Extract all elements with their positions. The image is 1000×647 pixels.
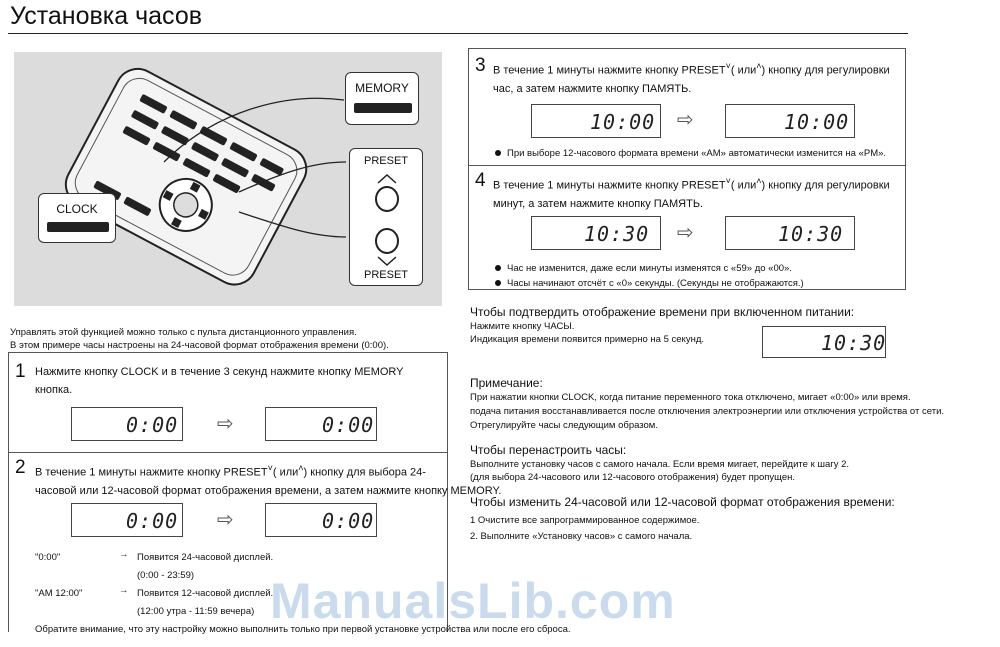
memory-button-callout: [345, 72, 419, 125]
arrow-right-icon: →: [119, 549, 129, 560]
confirm-display: [762, 326, 886, 358]
step-3-display-after: [725, 104, 855, 138]
step-3-text-part-2: ( или: [730, 64, 757, 77]
option-key: "AM 12:00": [35, 588, 83, 599]
preset-up-icon: ˄: [756, 61, 762, 71]
step-2-display-after: [265, 503, 377, 537]
change-line-1: 1 Очистите все запрограммированное содержимое.: [470, 515, 700, 526]
preset-up-icon: ˄: [298, 463, 304, 473]
step-4-text: [493, 172, 903, 213]
clock-label: CLOCK: [56, 202, 98, 216]
step-1-line-2: кнопка.: [35, 384, 73, 396]
step-4-display-after: [725, 216, 855, 250]
remark-text: [470, 391, 944, 433]
bullet-icon: [495, 265, 501, 271]
step-1-display-before: [71, 407, 183, 441]
remark-line-1: При нажатии кнопки CLOCK, когда питание переменного тока отключено, мигает «0:00» или время.: [470, 392, 911, 403]
confirm-line-1: Нажмите кнопку ЧАСЫ.: [470, 321, 575, 332]
confirm-line-2: Индикация времени появится примерно на 5 секунд.: [470, 334, 704, 345]
step-2-text: [35, 459, 505, 500]
change-heading: Чтобы изменить 24-часовой или 12-часовой формат отображения времени:: [470, 495, 895, 509]
preset-down-icon: ˅: [725, 61, 731, 71]
page-title: Установка часов: [10, 2, 203, 30]
step-1-display-after: [265, 407, 377, 441]
clock-button-callout: [38, 193, 116, 243]
step-3-number: 3: [475, 55, 486, 76]
bullet-icon: [495, 280, 501, 286]
reset-text: [470, 458, 849, 484]
step-4-display-before-value: 10:30: [584, 222, 650, 246]
reset-heading: Чтобы перенастроить часы:: [470, 443, 627, 457]
step-3-bullet: [495, 147, 886, 160]
step-4-text-part-3: ) кнопку для регулировки: [761, 179, 890, 192]
arrow-right-icon: ⇨: [217, 509, 234, 531]
step-1-line-1: Нажмите кнопку CLOCK и в течение 3 секунд нажмите кнопку MEMORY: [35, 366, 404, 378]
intro-line-2: В этом примере часы настроены на 24-часовой формат отображения времени (0:00).: [10, 340, 389, 351]
remark-line-2: подача питания восстанавливается после отключения электроэнергии или отключения устройства от сети.: [470, 406, 945, 417]
step-2-line-1: [35, 459, 505, 482]
step-4-number: 4: [475, 170, 486, 191]
remote-illustration: [14, 52, 442, 306]
arrow-right-icon: →: [119, 585, 129, 596]
step-1-display-before-value: 0:00: [126, 413, 179, 437]
step-2-display-after-value: 0:00: [322, 509, 375, 533]
clock-button-shape: [47, 222, 109, 232]
step-4-bullet-1-text: Час не изменится, даже если минуты изменятся с «59» до «00».: [507, 263, 792, 274]
step-3-line-1: [493, 57, 903, 80]
option-desc: Появится 24-часовой дисплей.: [137, 552, 274, 563]
bullet-icon: [495, 150, 501, 156]
preset-down-icon: ˅: [725, 176, 731, 186]
step-1-box: [8, 352, 448, 452]
confirm-display-value: 10:30: [821, 331, 887, 355]
memory-label: MEMORY: [355, 81, 409, 95]
step-3-text-part-1: В течение 1 минуты нажмите кнопку PRESET: [493, 64, 726, 77]
option-range: (0:00 - 23:59): [137, 570, 195, 581]
preset-up-label: PRESET: [363, 155, 408, 167]
option-key: "0:00": [35, 552, 61, 563]
step-2-text-part-2: ( или: [272, 466, 299, 479]
confirm-text: [470, 320, 704, 346]
option-range: (12:00 утра - 11:59 вечера): [137, 606, 255, 617]
change-text: [470, 513, 699, 545]
confirm-heading: Чтобы подтвердить отображение времени при включенном питании:: [470, 305, 855, 319]
step-3-text: [493, 57, 903, 98]
preset-buttons-drawing: [350, 169, 424, 273]
reset-line-2: (для выбора 24-часового или 12-часового отображения) будет пропущен.: [470, 472, 796, 483]
step-2-text-part-1: В течение 1 минуты нажмите кнопку PRESET: [35, 466, 268, 479]
arrow-right-icon: ⇨: [677, 222, 694, 244]
arrow-right-icon: ⇨: [217, 413, 234, 435]
step-3-display-after-value: 10:00: [784, 110, 850, 134]
step-3-display-before-value: 10:00: [590, 110, 656, 134]
memory-button-shape: [354, 103, 412, 113]
step-2-line-2: часовой или 12-часовой формат отображения времени, а затем нажмите кнопку MEMORY.: [35, 484, 502, 497]
step-2-display-before-value: 0:00: [126, 509, 179, 533]
reset-line-1: Выполните установку часов с самого начала. Если время мигает, перейдите к шагу 2.: [470, 459, 850, 470]
step-1-number: 1: [15, 361, 26, 382]
step-4-bullet-2: [495, 277, 804, 290]
intro-line-1: Управлять этой функцией можно только с пульта дистанционного управления.: [10, 327, 357, 338]
step-3-text-part-3: ) кнопку для регулировки: [761, 64, 890, 77]
preset-up-icon: ˄: [756, 176, 762, 186]
step-4-text-part-2: ( или: [730, 179, 757, 192]
step-1-text: [35, 363, 404, 399]
step-4-bullet-1: [495, 262, 792, 275]
step-4-bullet-2-text: Часы начинают отсчёт с «0» секунды. (Секунды не отображаются.): [507, 278, 804, 289]
step-3-display-before: [531, 104, 661, 138]
step-2-display-before: [71, 503, 183, 537]
arrow-right-icon: ⇨: [677, 109, 694, 131]
preset-down-icon: ˅: [267, 463, 273, 473]
watermark: ManualsLib.com: [270, 573, 676, 629]
step-4-text-part-1: В течение 1 минуты нажмите кнопку PRESET: [493, 179, 726, 192]
step-2-note: Обратите внимание, что эту настройку можно выполнить только при первой установке устройства или после его сброса.: [35, 624, 571, 635]
step-4-display-before: [531, 216, 661, 250]
step-4-line-1: [493, 172, 903, 195]
title-divider: [8, 33, 908, 34]
intro-text: [10, 326, 389, 352]
preset-buttons-callout: [349, 148, 423, 286]
step-4-box: [468, 166, 906, 290]
step-3-bullet-text: При выборе 12-часового формата времени «AM» автоматически изменится на «PM».: [507, 148, 887, 159]
step-2-number: 2: [15, 457, 26, 478]
option-desc: Появится 12-часовой дисплей.: [137, 588, 274, 599]
step-2-text-part-3: ) кнопку для выбора 24-: [303, 466, 426, 479]
step-4-line-2: минут, а затем нажмите кнопку ПАМЯТЬ.: [493, 197, 704, 210]
remark-line-3: Отрегулируйте часы следующим образом.: [470, 420, 658, 431]
step-3-line-2: час, а затем нажмите кнопку ПАМЯТЬ.: [493, 82, 692, 95]
change-line-2: 2. Выполните «Установку часов» с самого начала.: [470, 531, 693, 542]
remark-heading: Примечание:: [470, 376, 543, 390]
preset-down-label: PRESET: [363, 269, 408, 281]
step-4-display-after-value: 10:30: [778, 222, 844, 246]
step-3-box: [468, 48, 906, 166]
step-1-display-after-value: 0:00: [322, 413, 375, 437]
